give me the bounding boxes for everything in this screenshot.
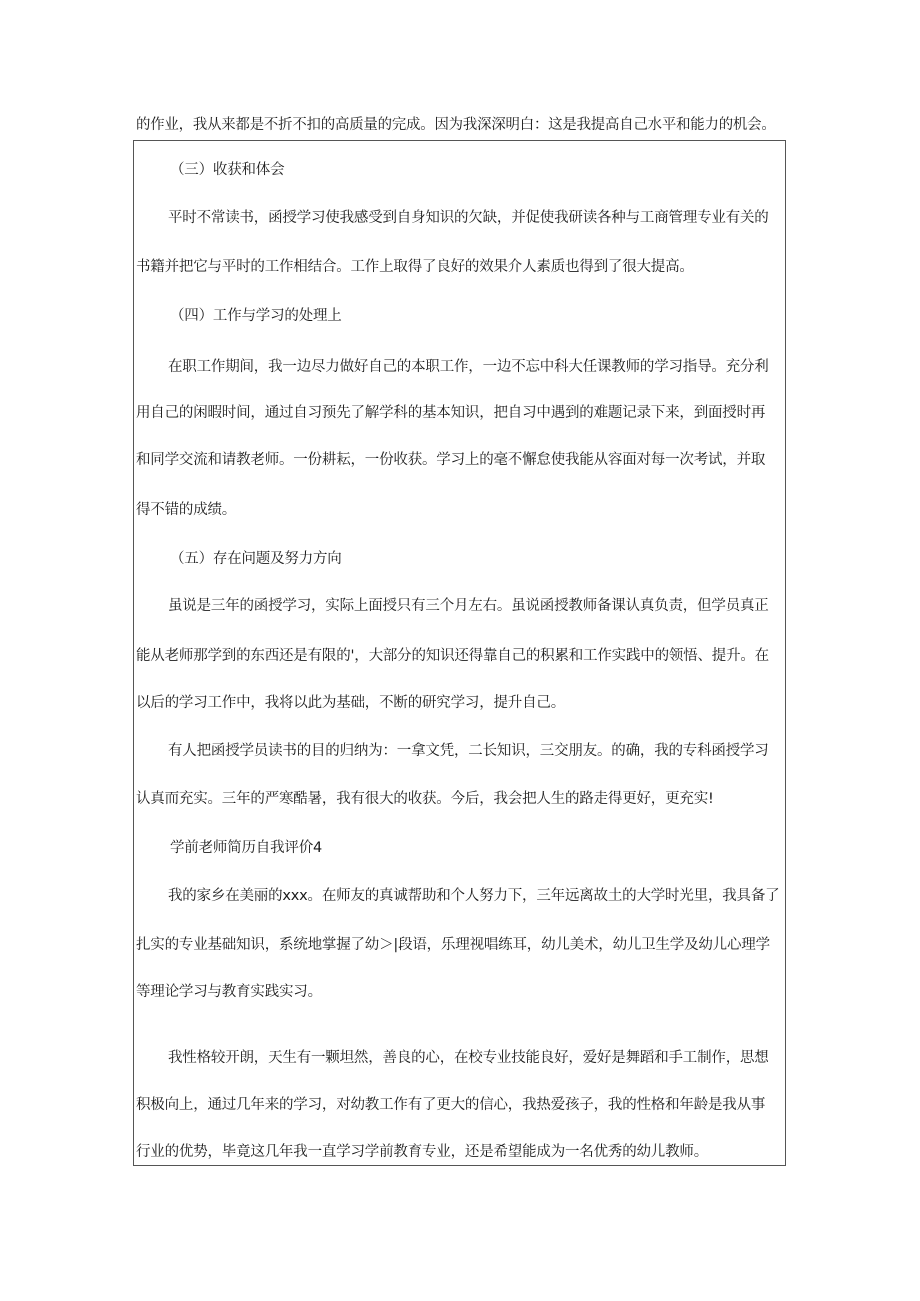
paragraph-line: 等理论学习与教育实践实习。: [136, 984, 322, 1000]
section-heading-4: （四）工作与学习的处理上: [170, 308, 342, 324]
carryover-line: 的作业，我从来都是不折不扣的高质量的完成。因为我深深明白：这是我提高自己水平和能力的机会。: [136, 117, 776, 133]
section-heading-5: （五）存在问题及努力方向: [170, 551, 342, 567]
paragraph-line: 平时不常读书，函授学习使我感受到自身知识的欠缺，并促使我研读各种与工商管理专业有关的: [168, 210, 769, 226]
paragraph-line: 能从老师那学到的东西还是有限的'，大部分的知识还得靠自己的积累和工作实践中的领悟、提升。在: [136, 648, 769, 664]
paragraph-line: 我性格较开朗，天生有一颗坦然，善良的心，在校专业技能良好，爱好是舞蹈和手工制作，思想: [168, 1050, 769, 1066]
paragraph-line: 扎实的专业基础知识，系统地掌握了幼＞|段语，乐理视唱练耳，幼儿美术，幼儿卫生学及幼儿心理学: [136, 937, 770, 953]
paragraph-line: 以后的学习工作中，我将以此为基础，不断的研究学习，提升自己。: [136, 695, 565, 711]
paragraph-line: 虽说是三年的函授学习，实际上面授只有三个月左右。虽说函授教师备课认真负责，但学员真正: [168, 598, 769, 614]
paragraph-line: 得不错的成绩。: [136, 502, 237, 518]
paragraph-line: 在职工作期间，我一边尽力做好自己的本职工作，一边不忘中科大任课教师的学习指导。充分利: [168, 359, 769, 375]
paragraph-line: 书籍并把它与平时的工作相结合。工作上取得了良好的效果介人素质也得到了很大提高。: [136, 259, 694, 275]
paragraph-line: 有人把函授学员读书的目的归纳为：一拿文凭，二长知识，三交朋友。的确，我的专科函授学习: [168, 743, 769, 759]
paragraph-line: 积极向上，通过几年来的学习，对幼教工作有了更大的信心，我热爱孩子，我的性格和年龄是我从事: [136, 1097, 766, 1113]
section-heading-resume: 学前老师简历自我评价4: [170, 840, 323, 856]
paragraph-line: 和同学交流和请教老师。一份耕耘，一份收获。学习上的毫不懈怠使我能从容面对每一次考试，并取: [136, 452, 766, 468]
paragraph-line: 用自己的闲暇时间，通过自习预先了解学科的基本知识，把自习中遇到的难题记录下来，到面授时再: [136, 405, 766, 421]
section-heading-3: （三）收获和体会: [170, 162, 285, 178]
paragraph-line: 认真而充实。三年的严寒酷暑，我有很大的收获。今后，我会把人生的路走得更好，更充实!: [136, 791, 714, 807]
paragraph-line: 我的家乡在美丽的xxx。在师友的真诚帮助和个人努力下，三年远离故土的大学时光里，我具备了: [168, 888, 780, 904]
paragraph-line: 行业的优势，毕竟这几年我一直学习学前教育专业，还是希望能成为一名优秀的幼儿教师。: [136, 1144, 708, 1160]
